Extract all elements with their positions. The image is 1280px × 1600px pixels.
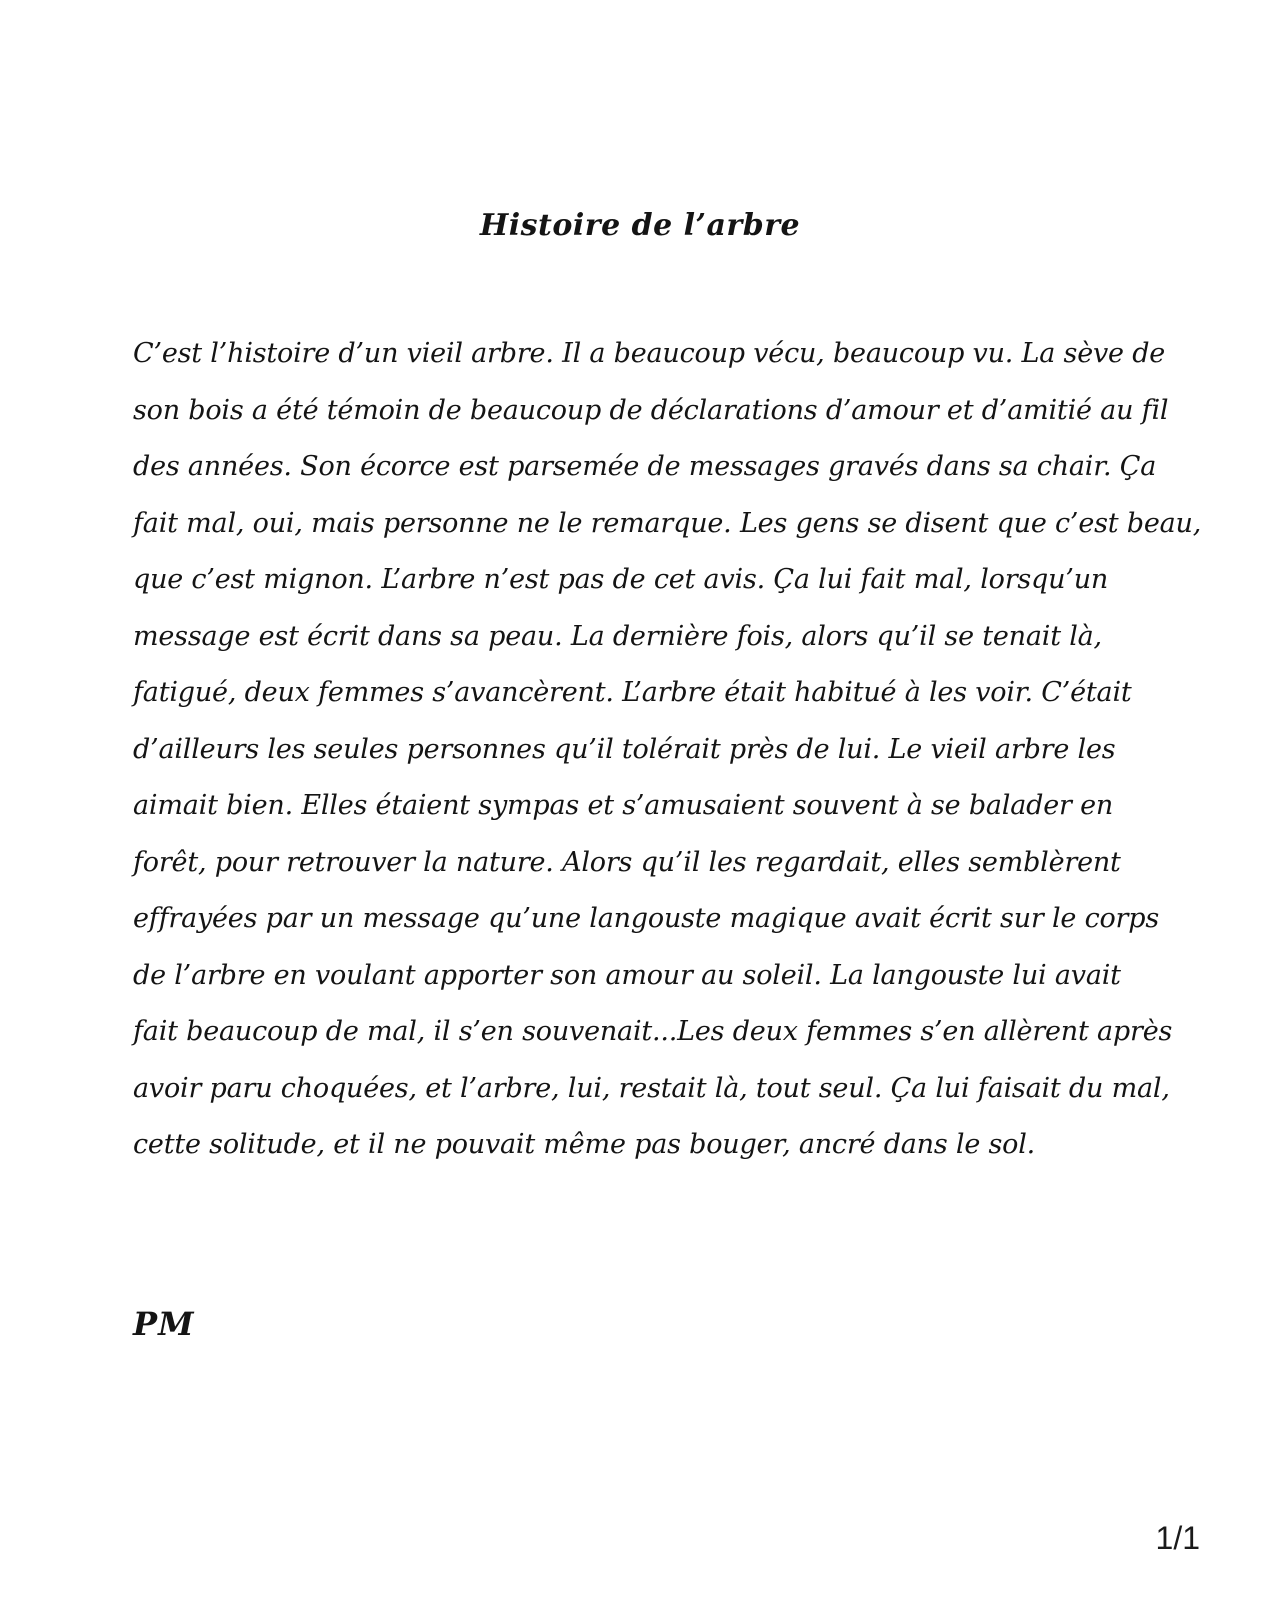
body-line: effrayées par un message qu’une langouste magique avait écrit sur le corps — [133, 903, 1159, 934]
body-line: fait mal, oui, mais personne ne le remarque. Les gens se disent que c’est beau, — [133, 507, 1202, 539]
body-line: d’ailleurs les seules personnes qu’il tolérait près de lui. Le vieil arbre les — [133, 733, 1116, 765]
body-line: avoir paru choquées, et l’arbre, lui, restait là, tout seul. Ça lui faisait du mal, — [133, 1072, 1170, 1104]
body-line: des années. Son écorce est parsemée de messages gravés dans sa chair. Ça — [133, 451, 1157, 482]
body-line: cette solitude, et il ne pouvait même pas bouger, ancré dans le sol. — [133, 1129, 1036, 1160]
body-line: son bois a été témoin de beaucoup de déclarations d’amour et d’amitié au fil — [133, 394, 1169, 426]
document-title: Histoire de l’arbre — [479, 208, 801, 243]
body-line: fatigué, deux femmes s’avancèrent. L’arbre était habitué à les voir. C’était — [133, 677, 1132, 708]
body-line: forêt, pour retrouver la nature. Alors qu’il les regardait, elles semblèrent — [133, 846, 1121, 878]
body-line: que c’est mignon. L’arbre n’est pas de cet avis. Ça lui fait mal, lorsqu’un — [133, 564, 1109, 595]
body-line: aimait bien. Elles étaient sympas et s’amusaient souvent à se balader en — [133, 790, 1114, 821]
body-line: C’est l’histoire d’un vieil arbre. Il a beaucoup vécu, beaucoup vu. La sève de — [133, 338, 1166, 369]
body-line: fait beaucoup de mal, il s’en souvenait...Les deux femmes s’en allèrent après — [133, 1016, 1173, 1047]
body-line: message est écrit dans sa peau. La dernière fois, alors qu’il se tenait là, — [133, 620, 1102, 652]
body-line: de l’arbre en voulant apporter son amour au soleil. La langouste lui avait — [133, 959, 1121, 991]
document-body — [133, 326, 1202, 1174]
author-signature: PM — [133, 1305, 195, 1343]
page-number-indicator: 1/1 — [1155, 1520, 1200, 1556]
